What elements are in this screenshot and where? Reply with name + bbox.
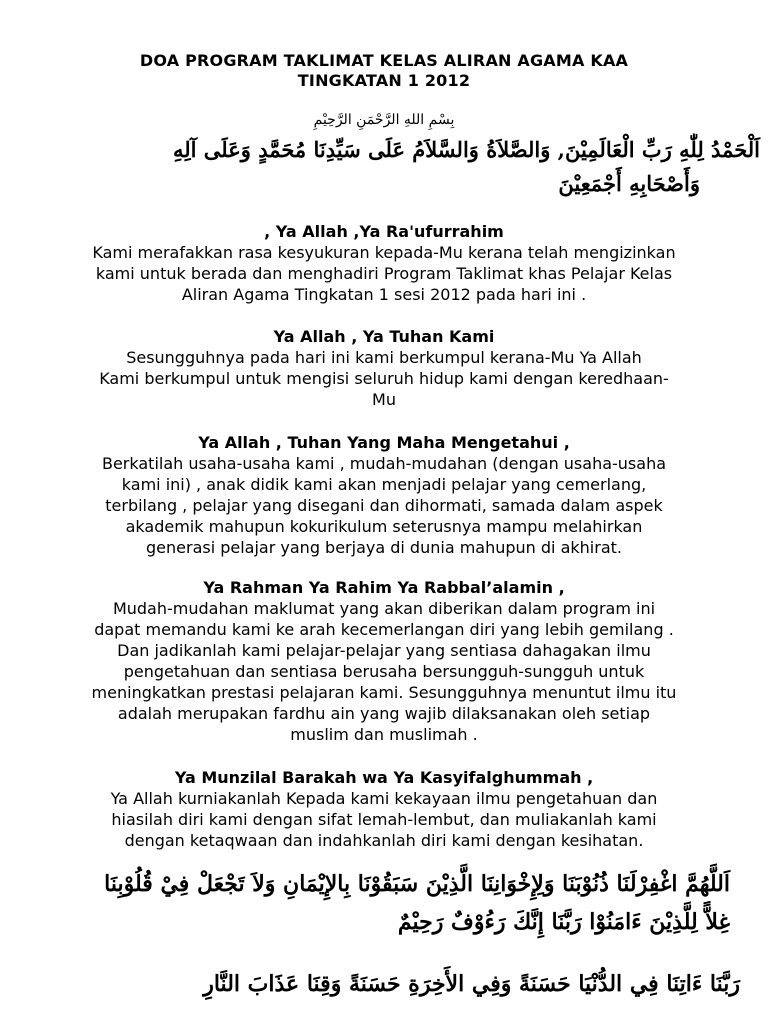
document-title-line-2: TINGKATAN 1 2012 bbox=[297, 71, 471, 90]
basmala: بِسْمِ اللهِ الرَّحْمَنِ الرَّحِيْمِ bbox=[313, 112, 455, 128]
closing-arabic-line-1: اَللَّهُمَّ اغْفِرْلَنَا ذُنُوْبَنَا وَلِإِخْوَانِنَا الَّذِيْنَ سَبَقُوْنَا بِالإِيْمَانِ وَلاَ تَجْعَلْ فِيْ قُلُوْبِنَا bbox=[104, 871, 730, 897]
section-heading-5: Ya Munzilal Barakah wa Ya Kasyifalghummah , bbox=[174, 768, 594, 787]
document-title-line-1: DOA PROGRAM TAKLIMAT KELAS ALIRAN AGAMA KAA bbox=[139, 51, 629, 70]
section-body-3: Berkatilah usaha-usaha kami , mudah-mudahan (dengan usaha-usaha kami ini) , anak didik kami akan menjadi pelajar yang cemerlang, terbilang , pelajar yang disegani dan dihormati, samada dalam aspek akademik mahupun kokurikulum seterusnya mampu melahirkan generasi pelajar yang berjaya di dunia mahupun di akhirat. bbox=[101, 454, 667, 557]
section-heading-1: , Ya Allah ,Ya Ra'ufurrahim bbox=[264, 222, 504, 241]
opening-arabic-line-2: وَأَصْحَابِهِ أَجْمَعِيْنَ bbox=[558, 171, 700, 196]
section-body-5: Ya Allah kurniakanlah Kepada kami kekayaan ilmu pengetahuan dan hiasilah diri kami dengan sifat lemah-lembut, dan muliakanlah kami dengan ketaqwaan dan indahkanlah diri kami dengan kesihatan. bbox=[110, 789, 658, 850]
section-heading-2: Ya Allah , Ya Tuhan Kami bbox=[273, 327, 495, 346]
section-body-2: Sesungguhnya pada hari ini kami berkumpul kerana-Mu Ya Allah Kami berkumpul untuk mengisi seluruh hidup kami dengan keredhaan- Mu bbox=[99, 348, 669, 409]
opening-arabic-line-1: اَلْحَمْدُ لِلّٰهِ رَبِّ الْعَالَمِيْنَ, وَالصَّلاَةُ وَالسَّلاَمُ عَلَى سَيِّدِنَا مُحَمَّدٍ وَعَلَى آلِهِ bbox=[172, 137, 760, 162]
section-heading-4: Ya Rahman Ya Rahim Ya Rabbal’alamin , bbox=[203, 578, 565, 597]
closing-arabic-line-2: غِلاًّ لِلَّذِيْنَ ءَامَنُوْا رَبَّنَا إِنَّكَ رَءُوْفٌ رَحِيْمٌ bbox=[397, 909, 730, 935]
section-body-4: Mudah-mudahan maklumat yang akan diberikan dalam program ini dapat memandu kami ke arah kecemerlangan diri yang lebih gemilang . Dan jadikanlah kami pelajar-pelajar yang sentiasa dahagakan ilmu pengetahuan dan sentiasa berusaha bersungguh-sungguh untuk meningkatkan prestasi pelajaran kami. Sesungguhnya menuntut ilmu itu adalah merupakan fardhu ain yang wajib dilaksanakan oleh setiap muslim dan muslimah . bbox=[91, 599, 677, 744]
closing-arabic-line-3: رَبَّنَا ءَاتِنَا فِي الدُّنْيَا حَسَنَةً وَفِي الأَخِرَةِ حَسَنَةً وَقِنَا عَذَابَ النَّارِ bbox=[203, 971, 740, 997]
section-body-1: Kami merafakkan rasa kesyukuran kepada-Mu kerana telah mengizinkan kami untuk berada dan menghadiri Program Taklimat khas Pelajar Kelas Aliran Agama Tingkatan 1 sesi 2012 pada hari ini . bbox=[92, 243, 676, 304]
section-heading-3: Ya Allah , Tuhan Yang Maha Mengetahui , bbox=[198, 433, 570, 452]
